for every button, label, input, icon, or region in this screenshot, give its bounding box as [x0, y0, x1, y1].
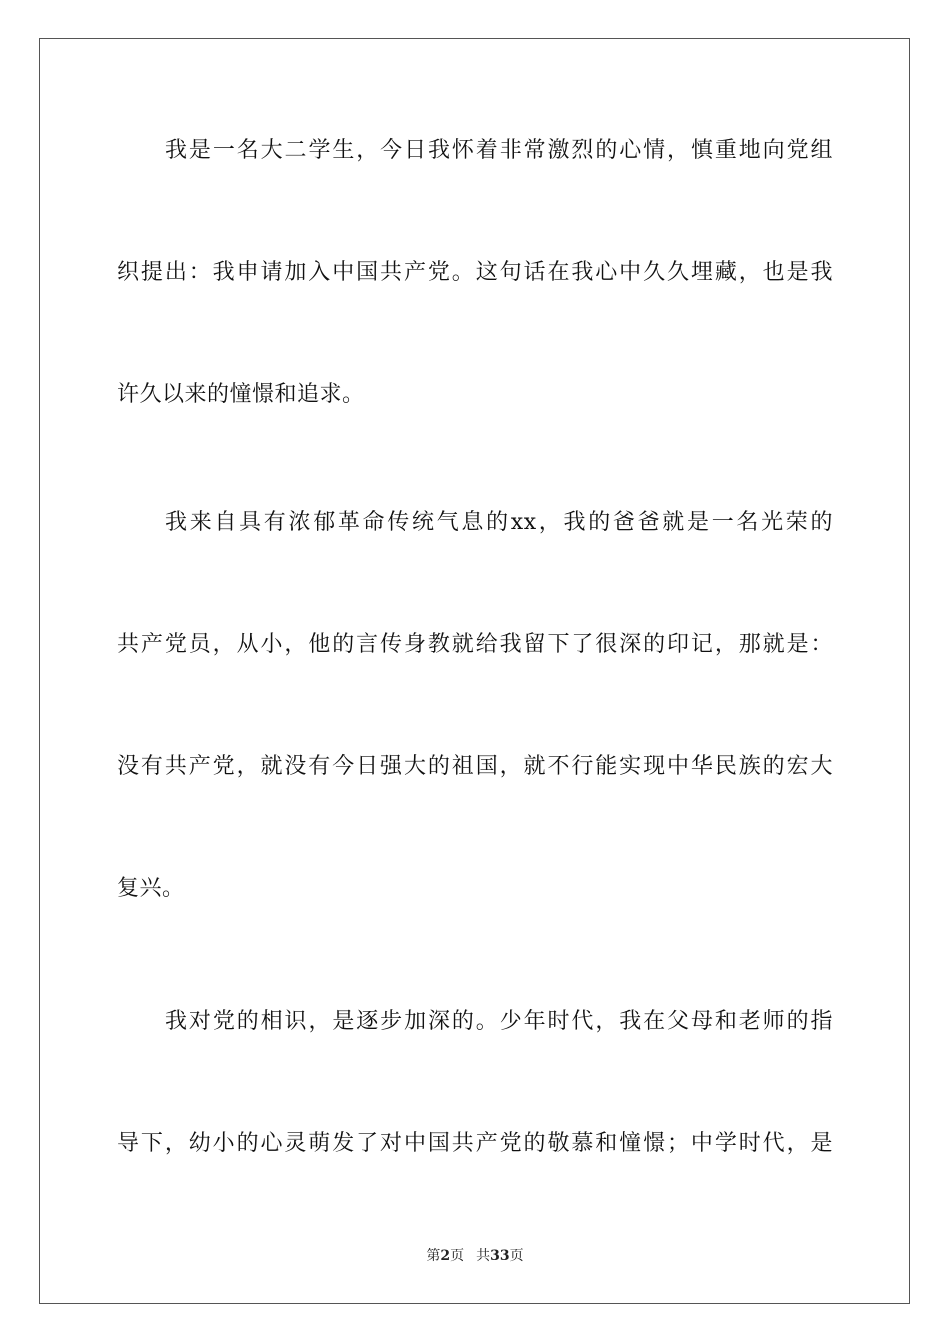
- footer-total-pages: 33: [490, 1248, 510, 1264]
- paragraph-1-line-1: 我是一名大二学生，今日我怀着非常激烈的心情，慎重地向党组: [165, 138, 833, 163]
- paragraph-2-line-2: 共产党员，从小，他的言传身教就给我留下了很深的印记，那就是：: [117, 632, 833, 657]
- paragraph-2-line-1: 我来自具有浓郁革命传统气息的xx，我的爸爸就是一名光荣的: [165, 510, 833, 535]
- footer-page-suffix: 页: [450, 1248, 465, 1264]
- footer-page-number: 2: [440, 1248, 451, 1264]
- footer-total-prefix: 共: [476, 1248, 491, 1264]
- footer-page-prefix: 第: [426, 1248, 441, 1264]
- paragraph-1-line-2: 织提出：我申请加入中国共产党。这句话在我心中久久埋藏，也是我: [117, 260, 833, 285]
- paragraph-3-line-1: 我对党的相识，是逐步加深的。少年时代，我在父母和老师的指: [165, 1009, 833, 1034]
- paragraph-2-line-3: 没有共产党，就没有今日强大的祖国，就不行能实现中华民族的宏大: [117, 754, 833, 779]
- footer-total-suffix: 页: [509, 1248, 524, 1264]
- paragraph-3-line-2: 导下，幼小的心灵萌发了对中国共产党的敬慕和憧憬；中学时代，是: [117, 1131, 833, 1156]
- page-footer: [0, 1246, 950, 1266]
- paragraph-1-line-3: 许久以来的憧憬和追求。: [117, 382, 365, 407]
- paragraph-2-line-4: 复兴。: [117, 876, 185, 901]
- page-border: [39, 38, 910, 1304]
